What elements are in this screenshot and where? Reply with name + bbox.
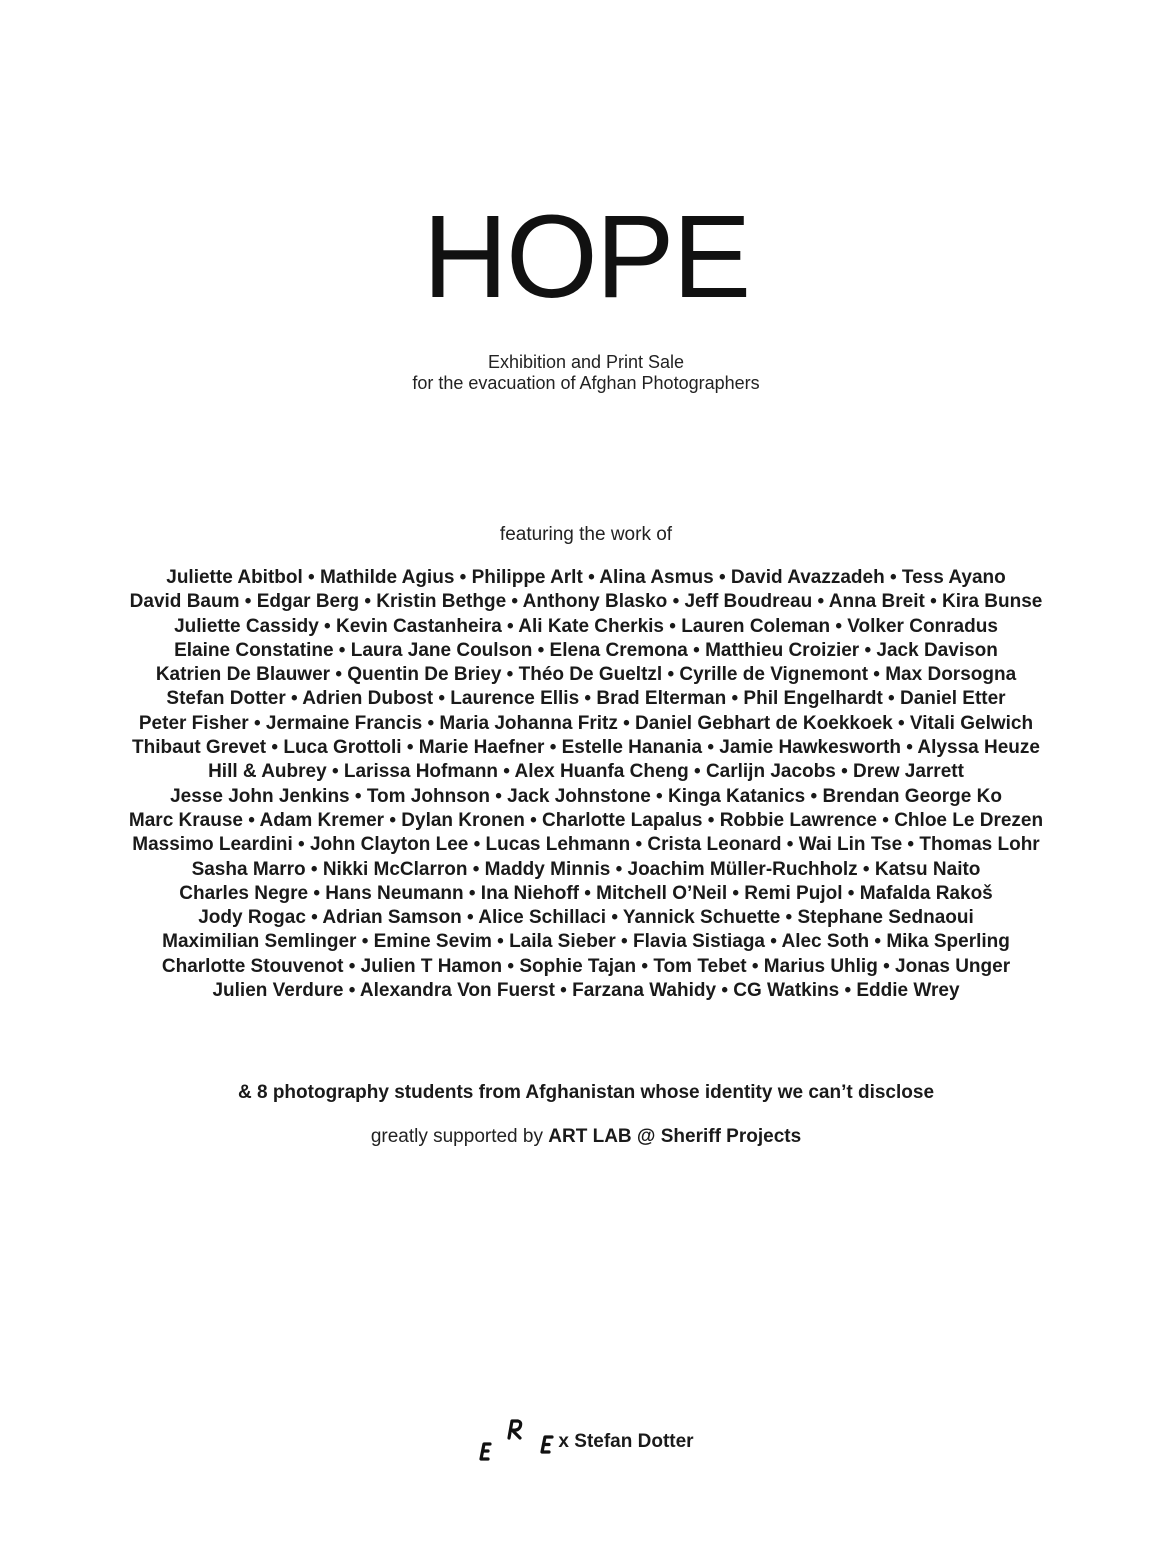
name-line: Maximilian Semlinger • Emine Sevim • Laila Sieber • Flavia Sistiaga • Alec Soth • Mika Sperling xyxy=(162,931,1010,953)
name-line: David Baum • Edgar Berg • Kristin Bethge • Anthony Blasko • Jeff Boudreau • Anna Breit • Kira Bunse xyxy=(129,591,1043,613)
name-line: Thibaut Grevet • Luca Grottoli • Marie Haefner • Estelle Hanania • Jamie Hawkesworth • Alyssa Heuze xyxy=(132,737,1040,759)
name-line: Charles Negre • Hans Neumann • Ina Niehoff • Mitchell O’Neil • Remi Pujol • Mafalda Rakoš xyxy=(179,882,993,904)
name-line: Jody Rogac • Adrian Samson • Alice Schillaci • Yannick Schuette • Stephane Sednaoui xyxy=(198,907,974,929)
name-line: Juliette Abitbol • Mathilde Agius • Philippe Arlt • Alina Asmus • David Avazzadeh • Tess Ayano xyxy=(166,567,1006,588)
featuring-label: featuring the work of xyxy=(499,524,673,545)
support-line xyxy=(0,1126,1172,1148)
sponsor-name: ART LAB @ Sheriff Projects xyxy=(548,1126,802,1147)
name-line: Marc Krause • Adam Kremer • Dylan Kronen • Charlotte Lapalus • Robbie Lawrence • Chloe Le Drezen xyxy=(128,809,1044,831)
subtitle-line-2: for the evacuation of Afghan Photographers xyxy=(412,373,760,393)
support-prefix: greatly supported by xyxy=(370,1126,543,1147)
footer-credit: x Stefan Dotter xyxy=(558,1431,694,1452)
students-note: & 8 photography students from Afghanistan whose identity we can’t disclose xyxy=(237,1082,935,1103)
name-line: Katrien De Blauwer • Quentin De Briey • Théo De Gueltzl • Cyrille de Vignemont • Max Dorsogna xyxy=(155,664,1017,686)
name-line: Julien Verdure • Alexandra Von Fuerst • Farzana Wahidy • CG Watkins • Eddie Wrey xyxy=(212,980,960,1002)
name-line: Peter Fisher • Jermaine Francis • Maria Johanna Fritz • Daniel Gebhart de Koekkoek • Vitali Gelwich xyxy=(138,712,1034,734)
name-line: Sasha Marro • Nikki McClarron • Maddy Minnis • Joachim Müller-Ruchholz • Katsu Naito xyxy=(191,858,981,880)
name-line: Hill & Aubrey • Larissa Hofmann • Alex Huanfa Cheng • Carlijn Jacobs • Drew Jarrett xyxy=(208,761,964,783)
photographer-list xyxy=(40,566,1132,1003)
subtitle-line-1: Exhibition and Print Sale xyxy=(487,352,685,372)
name-line: Stefan Dotter • Adrien Dubost • Laurence Ellis • Brad Elterman • Phil Engelhardt • Daniel Etter xyxy=(166,688,1006,710)
subtitle xyxy=(0,352,1172,394)
footer xyxy=(0,1418,1172,1462)
name-line: Massimo Leardini • John Clayton Lee • Lucas Lehmann • Crista Leonard • Wai Lin Tse • Thomas Lohr xyxy=(132,834,1040,856)
name-line: Charlotte Stouvenot • Julien T Hamon • Sophie Tajan • Tom Tebet • Marius Uhlig • Jonas Unger xyxy=(161,955,1011,977)
name-line: Juliette Cassidy • Kevin Castanheira • Ali Kate Cherkis • Lauren Coleman • Volker Conradus xyxy=(174,615,998,637)
ere-logo-icon xyxy=(478,1418,554,1462)
name-line: Jesse John Jenkins • Tom Johnson • Jack Johnstone • Kinga Katanics • Brendan George Ko xyxy=(170,785,1002,807)
name-line: Elaine Constatine • Laura Jane Coulson • Elena Cremona • Matthieu Croizier • Jack Davison xyxy=(174,639,998,661)
page-title: HOPE xyxy=(422,191,750,323)
